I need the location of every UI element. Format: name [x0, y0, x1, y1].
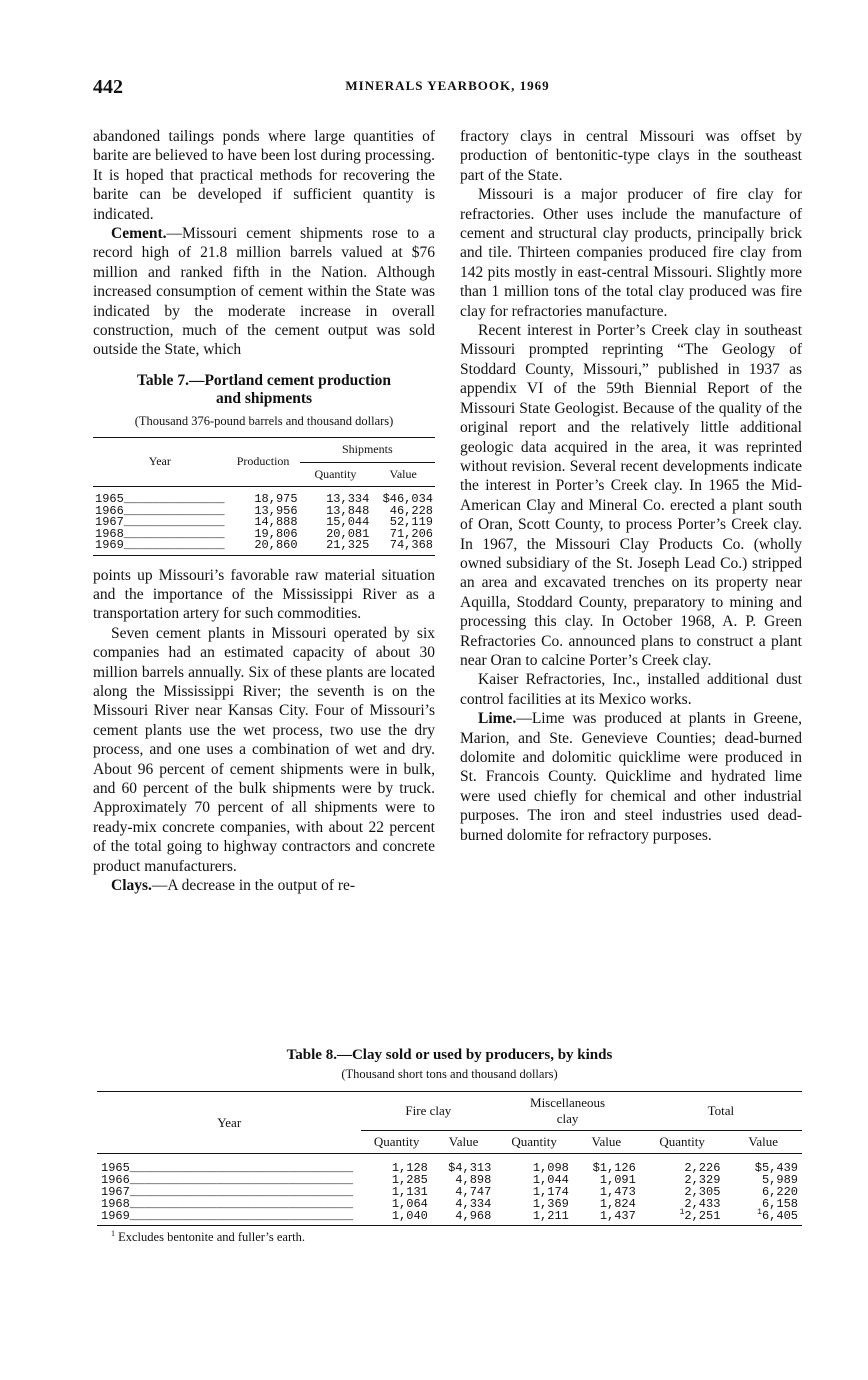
- table-8-header-misc-line1: Miscellaneous: [530, 1095, 606, 1110]
- cell-production: 19,806: [254, 526, 298, 541]
- cell-year: 1968______________: [95, 526, 225, 541]
- cell-fire-quantity: 1,064: [391, 1197, 428, 1211]
- cell-year: 1969______________: [95, 538, 225, 553]
- table-7-header-value: Value: [389, 466, 417, 481]
- cell-total-value: 6,158: [761, 1197, 798, 1211]
- table-row: [97, 1154, 802, 1175]
- table-8-title: Table 8.—Clay sold or used by producers, by kinds: [286, 1047, 613, 1063]
- cell-total-quantity: 2,226: [684, 1161, 721, 1175]
- table-8: [97, 1046, 802, 1245]
- cell-fire-quantity: 1,128: [391, 1161, 428, 1175]
- table-7-title-line1: Table 7.—Portland cement production: [136, 371, 392, 389]
- table-7-subtitle: (Thousand 376-pound barrels and thousand dollars): [134, 413, 394, 428]
- table-7-title: [93, 372, 435, 408]
- table-8-header-value: Value: [448, 1134, 479, 1149]
- cell-year: 1969_______________________________: [101, 1209, 354, 1223]
- footnote-text: Excludes bentonite and fuller’s earth.: [118, 1230, 305, 1244]
- cell-fire-value: $4,313: [448, 1161, 492, 1175]
- cell-total-value: $5,439: [754, 1161, 798, 1175]
- clays-heading: Clays.: [111, 877, 152, 895]
- footnote-mark: 1: [111, 1228, 115, 1238]
- table-8-header-misc-line2: clay: [556, 1111, 579, 1126]
- cell-year: 1968_______________________________: [101, 1197, 354, 1211]
- cell-misc-quantity: 1,044: [532, 1173, 569, 1187]
- cell-year: 1967______________: [95, 515, 225, 530]
- page-header: [93, 76, 802, 104]
- paragraph-cement-plants: Seven cement plants in Missouri operated by six companies had an estimated capacity of about 30 million barrels annually. Six of these plants are located along the Mississippi River; the seventh is on the Missouri River near Kansas City. Four of Missouri’s cement plants use the wet process, two use the dry process, and one uses a combination of wet and dry. About 96 percent of cement shipments were in bulk, and 60 percent of the bulk shipments were by truck. Approximately 70 percent of all shipments were to ready-mix concrete companies, with about 22 percent of the total going to highway contractors and concrete product manufacturers.: [93, 624, 435, 875]
- cell-quantity: 13,334: [326, 492, 370, 507]
- cell-misc-quantity: 1,369: [532, 1197, 569, 1211]
- cement-text: —Missouri cement shipments rose to a record high of 21.8 million barrels valued at $76 million and ranked fifth in the Nation. Although increased consumption of cement within the State was indicated by the moderate increase in overall construction, much of the cement output was sold outside the State, which: [93, 225, 435, 359]
- cell-misc-quantity: 1,211: [532, 1209, 569, 1223]
- cell-misc-value: 1,473: [599, 1185, 636, 1199]
- cell-quantity: 15,044: [326, 515, 370, 530]
- cell-fire-value: 4,747: [455, 1185, 492, 1199]
- cell-value: 46,228: [389, 503, 433, 518]
- cell-quantity: 13,848: [326, 503, 370, 518]
- cell-year: 1967_______________________________: [101, 1185, 354, 1199]
- clays-text: —A decrease in the output of re-: [151, 877, 356, 895]
- table-row: [93, 487, 435, 506]
- paragraph-fire-clay: Missouri is a major producer of fire clay for refractories. Other uses include the manufacture of cement and structural clay products, principally brick and tile. Thirteen companies produced fire clay from 142 pits mostly in east-central Missouri. Slightly more than 1 million tons of the total clay produced was fire clay for refractories manufacture.: [460, 186, 802, 320]
- cell-production: 18,975: [254, 492, 298, 507]
- table-7-title-line2: and shipments: [215, 389, 313, 407]
- cell-value: $46,034: [382, 492, 433, 507]
- cell-fire-quantity: 1,285: [391, 1173, 428, 1187]
- cell-total-quantity: [640, 1210, 725, 1226]
- cell-year: 1966_______________________________: [101, 1173, 354, 1187]
- cell-year: 1965_______________________________: [101, 1161, 354, 1175]
- cell-year: 1965______________: [95, 492, 225, 507]
- cell-total-value: 6,220: [761, 1185, 798, 1199]
- table-7-grid: [93, 437, 435, 555]
- paragraph-kaiser: Kaiser Refractories, Inc., installed additional dust control facilities at its Mexico works.: [460, 671, 802, 708]
- cell-misc-value: $1,126: [592, 1161, 636, 1175]
- cell-quantity: 20,081: [326, 526, 370, 541]
- table-8-header-quantity: Quantity: [659, 1134, 705, 1149]
- right-column: [460, 127, 802, 845]
- cell-value: 74,368: [389, 538, 433, 553]
- cell-production: 20,860: [254, 538, 298, 553]
- table-8-header-quantity: Quantity: [373, 1134, 420, 1149]
- cell-total-quantity: 2,305: [684, 1185, 721, 1199]
- cell-fire-value: 4,898: [455, 1173, 492, 1187]
- paragraph-barite: abandoned tailings ponds where large quantities of barite are believed to have been lost during processing. It is hoped that practical methods for recovering the barite can be developed if sufficient quantity is indicated.: [93, 128, 435, 223]
- table-8-header-value: Value: [591, 1134, 622, 1149]
- table-7-header-shipments: Shipments: [300, 438, 435, 462]
- table-8-header-fire-clay: Fire clay: [361, 1092, 495, 1131]
- cell-total-quantity: 2,329: [684, 1173, 721, 1187]
- cell-misc-value: 1,091: [599, 1173, 636, 1187]
- running-title: MINERALS YEARBOOK, 1969: [345, 78, 550, 93]
- cell-total-value: 5,989: [761, 1173, 798, 1187]
- table-8-footnote: [97, 1230, 802, 1245]
- cell-fire-quantity: 1,131: [391, 1185, 428, 1199]
- paragraph-lime: [460, 709, 802, 845]
- cell-total-value: [724, 1210, 802, 1226]
- table-8-header-value: Value: [748, 1134, 779, 1149]
- table-8-grid: [97, 1091, 802, 1226]
- cell-total-value-value: 6,405: [761, 1209, 798, 1223]
- paragraph-clays: [93, 876, 435, 895]
- cell-total-quantity: 2,433: [684, 1197, 721, 1211]
- cell-year: 1966______________: [95, 503, 225, 518]
- cell-misc-quantity: 1,174: [532, 1185, 569, 1199]
- table-8-header-total: Total: [640, 1092, 802, 1131]
- left-column: [93, 127, 435, 896]
- table-7: [93, 372, 435, 556]
- cell-value: 71,206: [389, 526, 433, 541]
- cell-quantity: 21,325: [326, 538, 370, 553]
- table-row: [93, 540, 435, 555]
- footnote-ref: 1: [757, 1208, 762, 1217]
- paragraph-cement: [93, 224, 435, 360]
- paragraph-raw-material: points up Missouri’s favorable raw material situation and the importance of the Mississippi River as a transportation artery for such commodities.: [93, 566, 435, 623]
- table-7-header-production: Production: [236, 454, 290, 469]
- table-8-header-misc-clay: [495, 1092, 640, 1131]
- cell-fire-value: 4,334: [455, 1197, 492, 1211]
- cell-value: 52,119: [389, 515, 433, 530]
- table-row: [97, 1210, 802, 1226]
- cell-production: 13,956: [254, 503, 298, 518]
- cell-total-quantity-value: 2,251: [684, 1209, 721, 1223]
- cell-misc-quantity: 1,098: [532, 1161, 569, 1175]
- paragraph-refractory-clays: fractory clays in central Missouri was offset by production of bentonitic-type clays in the southeast part of the State.: [460, 128, 802, 184]
- footnote-ref: 1: [679, 1208, 685, 1217]
- cell-fire-value: 4,968: [455, 1209, 492, 1223]
- table-8-header-year: Year: [217, 1114, 242, 1130]
- lime-text: —Lime was produced at plants in Greene, Marion, and Ste. Genevieve Counties; dead-burned dolomite and dolomitic quicklime were produced in St. Francois County. Quicklime and hydrated lime were used chiefly for chemical and other industrial purposes. The iron and steel industries used dead-burned dolomite for refractory purposes.: [460, 710, 802, 844]
- cell-fire-quantity: 1,040: [391, 1209, 428, 1223]
- cell-misc-value: 1,437: [599, 1209, 636, 1223]
- table-7-header-year: Year: [148, 454, 171, 469]
- table-7-header-quantity: Quantity: [314, 466, 357, 481]
- cell-misc-value: 1,824: [599, 1197, 636, 1211]
- table-8-header-quantity: Quantity: [511, 1134, 557, 1149]
- cement-heading: Cement.: [111, 225, 167, 243]
- page-number: 442: [93, 76, 123, 98]
- lime-heading: Lime.: [478, 710, 517, 728]
- cell-production: 14,888: [254, 515, 298, 530]
- table-8-subtitle: (Thousand short tons and thousand dollars): [341, 1067, 558, 1081]
- paragraph-porters-creek: Recent interest in Porter’s Creek clay in southeast Missouri prompted reprinting “The Geology of Stoddard County, Missouri,” published in 1937 as appendix VI of the 59th Biennial Report of the Missouri State Geologist. Because of the quality of the original report and the relatively little additional geologic data acquired in the area, it was reprinted without revision. Several recent developments indicate the interest in Porter’s Creek clay. In 1965 the Mid-American Clay and Mineral Co. erected a plant south of Oran, Scott County, to process Porter’s Creek clay. In 1967, the Missouri Clay Products Co. (wholly owned subsidiary of the St. Joseph Lead Co.) stripped an area and excavated trenches on its property near Aquilla, Stoddard County, preparatory to mining and processing this clay. In October 1968, A. P. Green Refractories Co. announced plans to construct a plant near Oran to calcine Porter’s Creek clay.: [460, 322, 802, 669]
